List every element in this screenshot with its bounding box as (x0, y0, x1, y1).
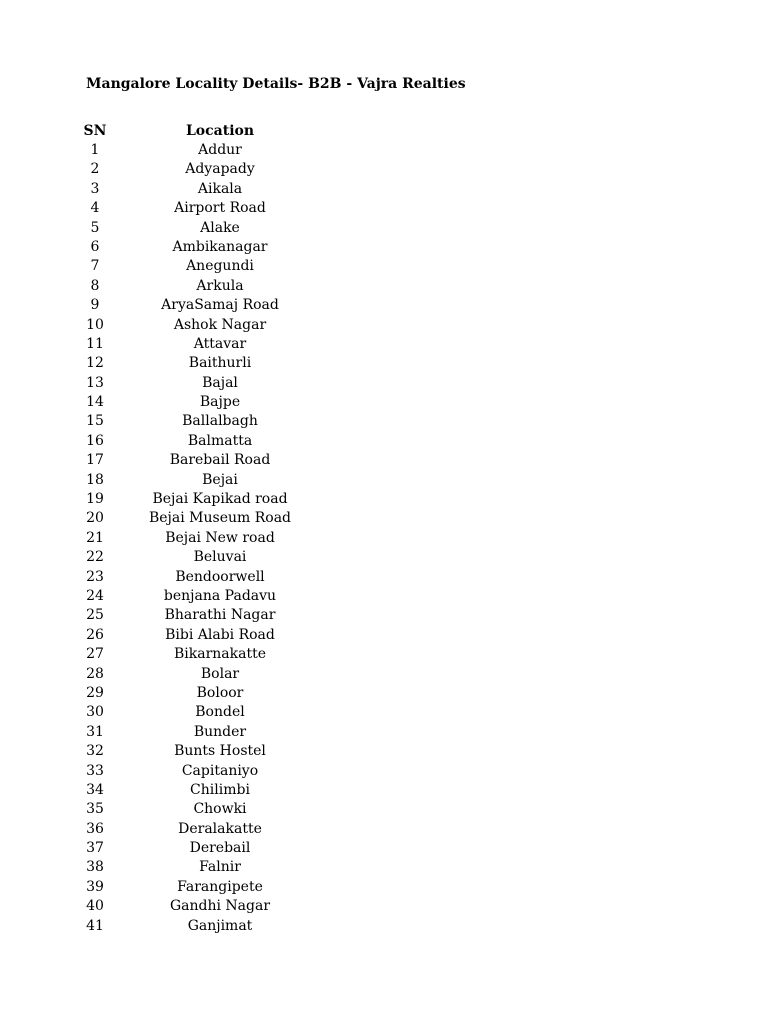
location-cell: Aikala (197, 180, 243, 197)
table-row (60, 917, 380, 936)
location-cell: Barebail Road (169, 452, 271, 469)
table-row (60, 529, 380, 548)
sn-cell: 21 (86, 529, 104, 546)
location-cell: Addur (198, 142, 242, 158)
table-row (60, 393, 380, 412)
sn-cell: 32 (86, 743, 104, 760)
location-cell: Bunder (193, 723, 247, 740)
sn-cell: 10 (86, 316, 104, 333)
location-cell: Ambikanagar (172, 238, 268, 255)
table-row (60, 684, 380, 703)
sn-cell: 40 (86, 898, 104, 915)
location-cell: AryaSamaj Road (161, 297, 279, 314)
sn-cell: 26 (86, 626, 104, 643)
table-row (60, 296, 380, 315)
table-row (60, 723, 380, 742)
location-cell: Bejai New road (165, 529, 275, 546)
table-row (60, 897, 380, 916)
location-column-header: Location (185, 123, 255, 139)
table-row (60, 858, 380, 877)
sn-cell: 33 (86, 762, 104, 779)
document-title: Mangalore Locality Details- B2B - Vajra Realties (86, 76, 466, 92)
location-cell: Balmatta (187, 432, 253, 449)
sn-cell: 29 (86, 684, 104, 701)
location-cell: Derebail (189, 840, 251, 857)
sn-cell: 24 (86, 587, 104, 604)
location-cell: Deralakatte (178, 820, 262, 837)
sn-cell: 31 (86, 723, 104, 740)
sn-cell: 16 (86, 432, 104, 449)
sn-cell: 2 (90, 161, 100, 178)
table-row (60, 703, 380, 722)
sn-cell: 1 (90, 142, 100, 158)
table-row (60, 412, 380, 431)
location-cell: Bejai (202, 471, 238, 488)
sn-cell: 28 (86, 665, 104, 682)
table-row (60, 257, 380, 276)
sn-cell: 9 (90, 297, 100, 314)
location-cell: Bikarnakatte (173, 646, 267, 663)
table-row (60, 374, 380, 393)
table-row (60, 820, 380, 839)
location-cell: Capitaniyo (181, 762, 259, 779)
table-body (60, 141, 380, 936)
sn-cell: 8 (90, 277, 100, 294)
sn-cell: 27 (86, 646, 104, 663)
table-row (60, 548, 380, 567)
table-row (60, 568, 380, 587)
table-row (60, 180, 380, 199)
location-cell: Beluvai (193, 549, 247, 566)
table-row (60, 742, 380, 761)
location-cell: Bunts Hostel (174, 743, 266, 760)
sn-cell: 41 (86, 917, 104, 934)
sn-cell: 15 (86, 413, 104, 430)
table-row (60, 432, 380, 451)
location-cell: Bolar (200, 665, 240, 682)
sn-cell: 18 (86, 471, 104, 488)
location-cell: Anegundi (186, 258, 254, 275)
table-row (60, 878, 380, 897)
location-cell: Bharathi Nagar (164, 607, 276, 624)
table-row (60, 509, 380, 528)
location-cell: Bibi Alabi Road (165, 626, 275, 643)
sn-cell: 5 (90, 219, 100, 236)
sn-cell: 25 (86, 607, 104, 624)
sn-cell: 7 (90, 258, 100, 275)
location-cell: Arkula (196, 277, 244, 294)
sn-cell: 36 (86, 820, 104, 837)
sn-cell: 37 (86, 840, 104, 857)
table-row (60, 354, 380, 373)
table-row (60, 762, 380, 781)
sn-cell: 34 (86, 781, 104, 798)
table-row (60, 587, 380, 606)
location-cell: Bejai Museum Road (148, 510, 292, 527)
table-row (60, 800, 380, 819)
table-row (60, 626, 380, 645)
sn-cell: 13 (86, 374, 104, 391)
table-row (60, 606, 380, 625)
table-row (60, 471, 380, 490)
location-cell: Adyapady (185, 161, 255, 178)
table-row (60, 199, 380, 218)
location-cell: Attavar (193, 335, 247, 352)
table-row (60, 451, 380, 470)
table-row (60, 665, 380, 684)
sn-cell: 4 (90, 200, 100, 217)
table-row (60, 839, 380, 858)
sn-cell: 19 (86, 491, 104, 508)
sn-cell: 23 (86, 568, 104, 585)
location-cell: Bajal (202, 374, 238, 391)
location-cell: Bejai Kapikad road (152, 491, 288, 508)
sn-column-header: SN (83, 123, 107, 139)
location-cell: Bondel (195, 704, 245, 721)
table-row (60, 490, 380, 509)
sn-cell: 20 (86, 510, 104, 527)
location-cell: Airport Road (174, 200, 266, 217)
location-cell: Chowki (193, 801, 247, 818)
sn-cell: 3 (90, 180, 100, 197)
sn-cell: 11 (86, 335, 104, 352)
location-cell: Ganjimat (187, 917, 253, 934)
location-cell: Bendoorwell (175, 568, 265, 585)
locality-table (60, 121, 380, 936)
sn-cell: 22 (86, 549, 104, 566)
table-header-row (60, 121, 380, 141)
sn-cell: 35 (86, 801, 104, 818)
table-row (60, 781, 380, 800)
location-cell: Farangipete (177, 878, 263, 895)
location-cell: Alake (200, 219, 240, 236)
location-cell: Bajpe (199, 394, 241, 411)
table-row (60, 219, 380, 238)
sn-cell: 12 (86, 355, 104, 372)
location-cell: benjana Padavu (163, 587, 277, 604)
location-cell: Gandhi Nagar (169, 898, 271, 915)
location-cell: Boloor (196, 684, 244, 701)
table-row (60, 645, 380, 664)
sn-cell: 30 (86, 704, 104, 721)
sn-cell: 6 (90, 238, 100, 255)
sn-cell: 39 (86, 878, 104, 895)
table-row (60, 160, 380, 179)
location-cell: Ballalbagh (182, 413, 258, 430)
table-row (60, 335, 380, 354)
sn-cell: 14 (86, 394, 104, 411)
table-row (60, 277, 380, 296)
sn-cell: 17 (86, 452, 104, 469)
table-row (60, 141, 380, 160)
table-row (60, 238, 380, 257)
table-row (60, 316, 380, 335)
location-cell: Ashok Nagar (173, 316, 267, 333)
location-cell: Chilimbi (190, 781, 250, 798)
location-cell: Baithurli (188, 355, 252, 372)
location-cell: Falnir (199, 859, 241, 876)
sn-cell: 38 (86, 859, 104, 876)
